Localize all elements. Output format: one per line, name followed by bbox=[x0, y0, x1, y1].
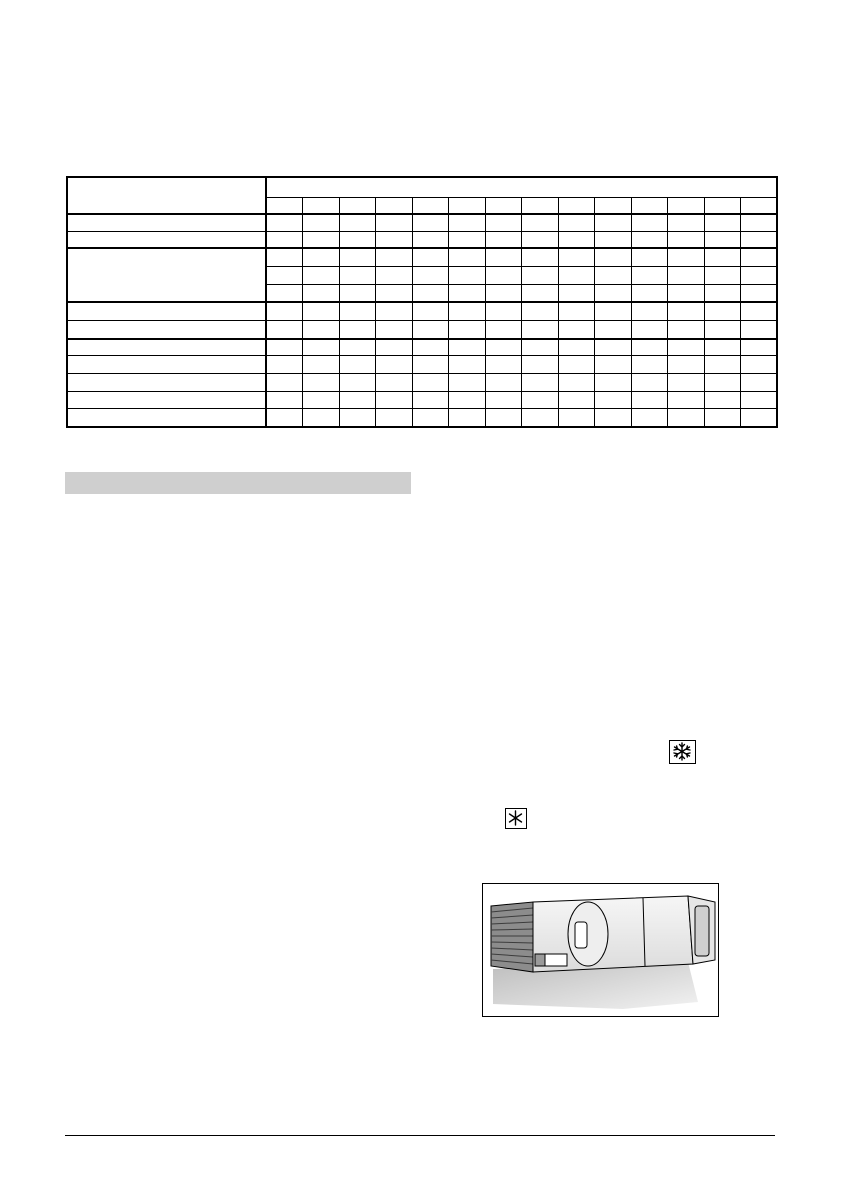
footer-rule bbox=[65, 1135, 775, 1136]
table-cell bbox=[449, 214, 486, 231]
table-cell bbox=[704, 321, 741, 339]
table-cell bbox=[741, 374, 778, 392]
table-cell bbox=[412, 266, 449, 284]
table-column-header bbox=[668, 197, 705, 214]
table-cell bbox=[412, 284, 449, 302]
table-cell bbox=[485, 409, 522, 427]
table-row-label bbox=[67, 214, 266, 231]
table-cell bbox=[449, 392, 486, 409]
table-cell bbox=[595, 392, 632, 409]
table-cell bbox=[303, 339, 340, 356]
table-cell bbox=[558, 392, 595, 409]
table-cell bbox=[412, 339, 449, 356]
table-column-header bbox=[522, 197, 559, 214]
table-row-label bbox=[67, 321, 266, 339]
table-cell bbox=[266, 302, 303, 320]
table-cell bbox=[595, 409, 632, 427]
table-cell bbox=[449, 266, 486, 284]
table-cell bbox=[449, 231, 486, 248]
table-cell bbox=[522, 302, 559, 320]
table-cell bbox=[668, 392, 705, 409]
table-cell bbox=[266, 214, 303, 231]
table-cell bbox=[558, 321, 595, 339]
table-cell bbox=[485, 266, 522, 284]
table-cell bbox=[522, 356, 559, 374]
table-cell bbox=[449, 284, 486, 302]
table-cell bbox=[741, 339, 778, 356]
table-cell bbox=[704, 302, 741, 320]
table-cell bbox=[558, 302, 595, 320]
table-cell bbox=[704, 374, 741, 392]
table-row-label bbox=[67, 374, 266, 392]
table-cell bbox=[412, 214, 449, 231]
table-cell bbox=[339, 409, 376, 427]
table-cell bbox=[522, 266, 559, 284]
table-cell bbox=[485, 321, 522, 339]
table-cell bbox=[558, 374, 595, 392]
table-cell bbox=[449, 409, 486, 427]
table-cell bbox=[303, 321, 340, 339]
table-cell bbox=[449, 356, 486, 374]
table-row bbox=[67, 302, 777, 320]
table-cell bbox=[704, 409, 741, 427]
table-cell bbox=[668, 409, 705, 427]
table-cell bbox=[376, 284, 413, 302]
table-row bbox=[67, 321, 777, 339]
table-cell bbox=[704, 392, 741, 409]
table-cell bbox=[412, 302, 449, 320]
table-cell bbox=[631, 392, 668, 409]
table-cell bbox=[668, 248, 705, 266]
table-cell bbox=[631, 356, 668, 374]
table-cell bbox=[668, 284, 705, 302]
table-cell bbox=[376, 392, 413, 409]
table-cell bbox=[449, 302, 486, 320]
table-cell bbox=[741, 266, 778, 284]
table-cell bbox=[376, 266, 413, 284]
table-cell bbox=[266, 284, 303, 302]
table-cell bbox=[668, 214, 705, 231]
table-cell bbox=[266, 356, 303, 374]
table-cell bbox=[376, 302, 413, 320]
table-cell bbox=[631, 374, 668, 392]
table-cell bbox=[631, 409, 668, 427]
table-column-header bbox=[558, 197, 595, 214]
table-cell bbox=[485, 302, 522, 320]
table-cell bbox=[266, 248, 303, 266]
table-row bbox=[67, 248, 777, 266]
table-cell bbox=[704, 214, 741, 231]
table-column-header bbox=[266, 197, 303, 214]
table-column-header bbox=[485, 197, 522, 214]
table-cell bbox=[741, 248, 778, 266]
table-cell bbox=[558, 266, 595, 284]
table-column-header bbox=[449, 197, 486, 214]
table-row-label bbox=[67, 409, 266, 427]
table-cell bbox=[668, 302, 705, 320]
table-cell bbox=[485, 356, 522, 374]
table-cell bbox=[376, 356, 413, 374]
table-cell bbox=[704, 339, 741, 356]
table-cell bbox=[485, 284, 522, 302]
table-cell bbox=[522, 284, 559, 302]
table-row bbox=[67, 214, 777, 231]
table-cell bbox=[704, 231, 741, 248]
table-cell bbox=[668, 356, 705, 374]
table-column-header bbox=[412, 197, 449, 214]
table-cell bbox=[266, 321, 303, 339]
table-cell bbox=[704, 248, 741, 266]
table-cell bbox=[558, 231, 595, 248]
table-cell bbox=[704, 284, 741, 302]
table-cell bbox=[522, 409, 559, 427]
table-cell bbox=[631, 284, 668, 302]
specification-table bbox=[66, 176, 778, 428]
table-cell bbox=[704, 266, 741, 284]
table-cell bbox=[522, 214, 559, 231]
table-cell bbox=[522, 392, 559, 409]
table-cell bbox=[631, 266, 668, 284]
table-cell bbox=[339, 321, 376, 339]
table-cell bbox=[303, 409, 340, 427]
table-row bbox=[67, 231, 777, 248]
star-icon bbox=[505, 808, 527, 829]
table-row-label bbox=[67, 392, 266, 409]
table-cell bbox=[376, 374, 413, 392]
table-row bbox=[67, 392, 777, 409]
table-cell bbox=[303, 266, 340, 284]
table-cell bbox=[449, 321, 486, 339]
table-cell bbox=[631, 321, 668, 339]
table-cell bbox=[741, 284, 778, 302]
table-cell bbox=[522, 231, 559, 248]
table-cell bbox=[595, 356, 632, 374]
table-column-header bbox=[704, 197, 741, 214]
table-row bbox=[67, 339, 777, 356]
table-cell bbox=[303, 392, 340, 409]
table-column-header bbox=[631, 197, 668, 214]
table-cell bbox=[266, 392, 303, 409]
table-cell bbox=[558, 339, 595, 356]
table-cell bbox=[339, 266, 376, 284]
table-cell bbox=[266, 374, 303, 392]
table-cell bbox=[339, 214, 376, 231]
table-column-header bbox=[339, 197, 376, 214]
table-cell bbox=[595, 214, 632, 231]
table-cell bbox=[631, 302, 668, 320]
table-cell bbox=[741, 409, 778, 427]
table-cell bbox=[558, 409, 595, 427]
table-cell bbox=[668, 339, 705, 356]
table-column-header bbox=[376, 197, 413, 214]
table-column-header bbox=[595, 197, 632, 214]
table-cell bbox=[741, 302, 778, 320]
table-cell bbox=[704, 356, 741, 374]
table-row-label bbox=[67, 231, 266, 248]
table-cell bbox=[376, 339, 413, 356]
table-cell bbox=[266, 339, 303, 356]
table-cell bbox=[266, 409, 303, 427]
table-cell bbox=[595, 266, 632, 284]
table-cell bbox=[522, 374, 559, 392]
table-cell bbox=[558, 284, 595, 302]
table-cell bbox=[412, 409, 449, 427]
control-unit-illustration bbox=[482, 883, 719, 1017]
table-cell bbox=[631, 248, 668, 266]
table-row bbox=[67, 374, 777, 392]
table-row-label bbox=[67, 302, 266, 320]
table-row-label bbox=[67, 356, 266, 374]
table-cell bbox=[631, 214, 668, 231]
table-cell bbox=[303, 302, 340, 320]
table-cell bbox=[558, 248, 595, 266]
section-heading-bar bbox=[65, 472, 411, 494]
table-header-label-cell bbox=[67, 177, 266, 214]
table-cell bbox=[595, 321, 632, 339]
table-cell bbox=[741, 231, 778, 248]
snowflake-icon bbox=[669, 740, 696, 764]
table-cell bbox=[741, 392, 778, 409]
table-cell bbox=[741, 214, 778, 231]
table-cell bbox=[376, 214, 413, 231]
table-cell bbox=[558, 356, 595, 374]
table-cell bbox=[339, 231, 376, 248]
table-cell bbox=[412, 248, 449, 266]
table-cell bbox=[595, 231, 632, 248]
table-cell bbox=[412, 356, 449, 374]
table-cell bbox=[668, 321, 705, 339]
table-cell bbox=[376, 231, 413, 248]
table-cell bbox=[668, 231, 705, 248]
table-cell bbox=[266, 266, 303, 284]
table-cell bbox=[522, 321, 559, 339]
table-cell bbox=[303, 284, 340, 302]
table-column-header bbox=[741, 197, 778, 214]
table-cell bbox=[412, 374, 449, 392]
table-header-group-cell bbox=[266, 177, 777, 197]
table-cell bbox=[339, 374, 376, 392]
table-cell bbox=[376, 409, 413, 427]
table-cell bbox=[449, 248, 486, 266]
table-cell bbox=[339, 392, 376, 409]
table-cell bbox=[485, 339, 522, 356]
table-column-header bbox=[303, 197, 340, 214]
table-cell bbox=[412, 231, 449, 248]
table-cell bbox=[595, 339, 632, 356]
table-cell bbox=[485, 248, 522, 266]
table-cell bbox=[595, 374, 632, 392]
table-cell bbox=[449, 374, 486, 392]
table-cell bbox=[412, 392, 449, 409]
table-row bbox=[67, 356, 777, 374]
table-cell bbox=[303, 214, 340, 231]
table-cell bbox=[339, 302, 376, 320]
table-cell bbox=[631, 231, 668, 248]
table-cell bbox=[339, 339, 376, 356]
table-cell bbox=[595, 302, 632, 320]
table-row bbox=[67, 409, 777, 427]
table-cell bbox=[303, 356, 340, 374]
table-cell bbox=[303, 231, 340, 248]
table-row-label bbox=[67, 339, 266, 356]
table-cell bbox=[339, 248, 376, 266]
table-cell bbox=[668, 374, 705, 392]
table-cell bbox=[595, 284, 632, 302]
table-cell bbox=[522, 339, 559, 356]
table-cell bbox=[412, 321, 449, 339]
table-cell bbox=[339, 356, 376, 374]
table-row-label bbox=[67, 248, 266, 302]
table-cell bbox=[595, 248, 632, 266]
table-cell bbox=[741, 356, 778, 374]
table-cell bbox=[376, 248, 413, 266]
table-cell bbox=[485, 374, 522, 392]
table-cell bbox=[303, 374, 340, 392]
table-cell bbox=[485, 214, 522, 231]
table-cell bbox=[631, 339, 668, 356]
table-cell bbox=[485, 231, 522, 248]
table-cell bbox=[266, 231, 303, 248]
table-cell bbox=[339, 284, 376, 302]
table-cell bbox=[741, 321, 778, 339]
table-cell bbox=[376, 321, 413, 339]
table-cell bbox=[303, 248, 340, 266]
table-cell bbox=[485, 392, 522, 409]
table-cell bbox=[449, 339, 486, 356]
table-cell bbox=[668, 266, 705, 284]
table-header-row bbox=[67, 177, 777, 197]
table-cell bbox=[558, 214, 595, 231]
table-cell bbox=[522, 248, 559, 266]
